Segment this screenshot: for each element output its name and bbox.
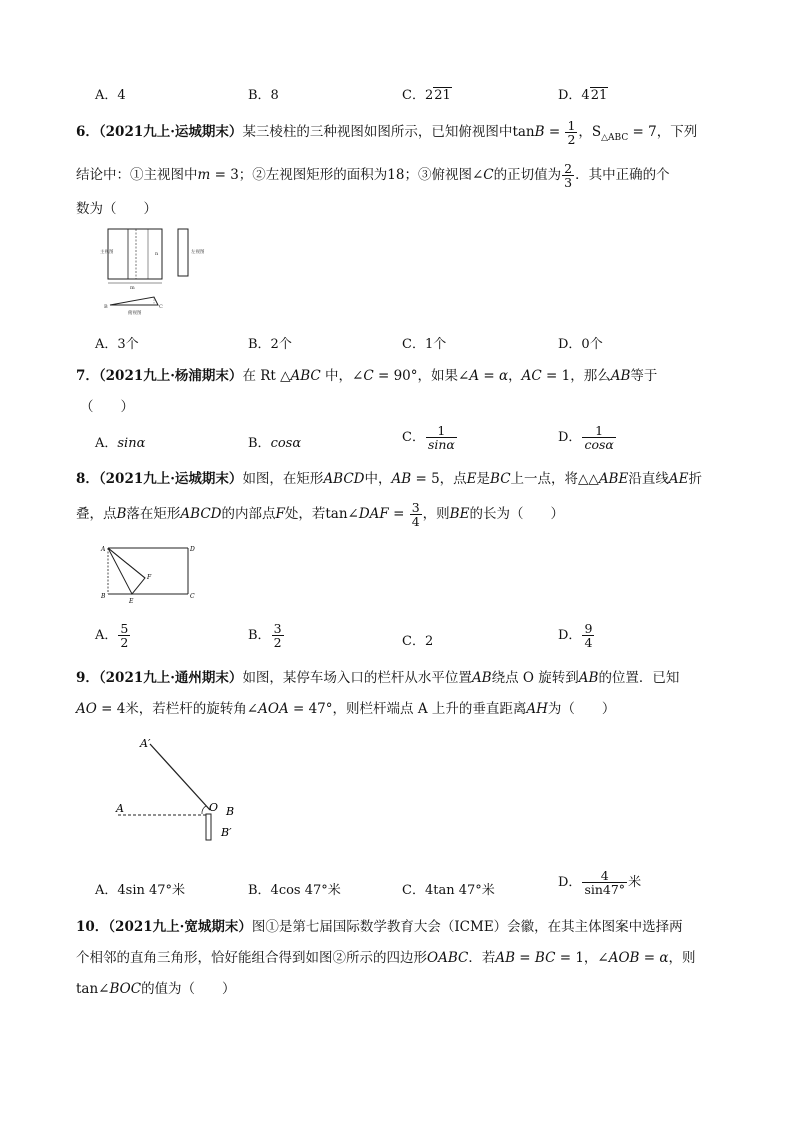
q10-line3: tan∠BOC的值为（ ） (76, 981, 236, 997)
q9-label-A: A (116, 802, 124, 815)
q5-option-c: C．221 (402, 88, 451, 103)
q6-label-front: 主视图 (100, 250, 114, 255)
q6-option-d: D．0个 (558, 337, 603, 352)
q6-option-b: B．2个 (248, 337, 292, 352)
q9-label-O: O (209, 801, 219, 814)
q9-label-B: B (226, 805, 235, 818)
q6-three-view-figure (100, 225, 205, 317)
q8-option-c: C．2 (402, 634, 434, 649)
q8-label-B: B (101, 593, 106, 600)
q9-line1: 9．（2021九上·通州期末）如图，某停车场入口的栏杆从水平位置AB绕点 O 旋转到AB的位置．已知 (76, 670, 680, 686)
q6-label-m: m (130, 285, 135, 291)
q9-option-d: D． $\frac{4}{\sin 47^\circ}$ 米 (558, 868, 642, 898)
q7-option-a: A．sinα (95, 436, 146, 451)
q8-label-C: C (190, 593, 195, 600)
q6-fraction2: $\frac{2}{3}$ (564, 161, 573, 191)
q9-option-c: C．4tan 47°米 (402, 883, 495, 898)
q10-line2: 个相邻的直角三角形，恰好能组合得到如图②所示的四边形OABC．若AB = BC = 1，∠AOB = α，则 (76, 950, 696, 966)
q7-option-c: C． $\frac{1}{\sin\alpha}$ (402, 423, 455, 453)
q9-label-A1: A′ (140, 737, 151, 750)
q8-label-F: F (147, 574, 152, 581)
q7-line1: 7．（2021九上·杨浦期末）在 Rt △ABC 中，∠C = 90°，如果∠A = α，AC = 1，那么AB等于 (76, 368, 658, 384)
q6-label-B: B (104, 304, 108, 310)
q6-label-top: 俯视图 (128, 311, 142, 316)
q8-label-A: A (101, 546, 106, 553)
q6-label-n: n (155, 251, 159, 257)
q6-line2: 结论中：①主视图中m = 3；②左视图矩形的面积为18；③俯视图∠C的正切值为 $\frac{2}{3}$ ．其中正确的个 (76, 161, 670, 191)
q6-line1: 6．（2021九上·运城期末）某三棱柱的三种视图如图所示，已知俯视图中tanB = $\frac{1}{2}$ ，$S_{\triangle ABC} = 7$，下列 (76, 118, 698, 148)
q5-option-a: A．4 (95, 88, 126, 103)
q9-option-b: B．4cos 47°米 (248, 883, 341, 898)
q9-option-a: A．4sin 47°米 (95, 883, 186, 898)
q5-option-d: D．421 (558, 88, 608, 103)
q6-fraction: $\frac{1}{2}$ (567, 118, 576, 148)
q7-option-d: D． $\frac{1}{\cos\alpha}$ (558, 423, 614, 453)
q9-line2: AO = 4米，若栏杆的旋转角∠AOA = 47°，则栏杆端点 A 上升的垂直距离AH为（ ） (76, 701, 616, 717)
q8-rectangle-figure (98, 542, 208, 608)
q8-option-b: B． $\frac{3}{2}$ (248, 621, 282, 651)
q9-label-B1: B′ (221, 826, 232, 839)
q7-line2: （ ） (80, 399, 134, 415)
q8-line2: 叠，点B落在矩形ABCD的内部点F处，若tan∠DAF = $\frac{3}{4}$ ，则BE的长为（ ） (76, 500, 564, 530)
q5-option-b: B．8 (248, 88, 279, 103)
q6-label-C: C (159, 304, 163, 310)
q6-option-a: A．3个 (95, 337, 139, 352)
q6-option-c: C．1个 (402, 337, 447, 352)
q8-option-d: D． $\frac{9}{4}$ (558, 621, 593, 651)
q10-line1: 10．（2021九上·宽城期末）图①是第七届国际数学教育大会（ICME）会徽，在其主体图案中选择两 (76, 919, 683, 935)
q9-barrier-figure (110, 730, 260, 845)
q8-option-a: A． $\frac{5}{2}$ (95, 621, 129, 651)
q6-label-left: 左视图 (191, 250, 205, 255)
q7-option-b: B．cosα (248, 436, 302, 451)
q8-label-E: E (129, 598, 134, 605)
q8-line1: 8．（2021九上·运城期末）如图，在矩形ABCD中，AB = 5，点E是BC上一点，将△△ABE沿直线AE折 (76, 471, 702, 487)
q8-label-D: D (190, 546, 195, 553)
q6-line3: 数为（ ） (76, 201, 157, 217)
